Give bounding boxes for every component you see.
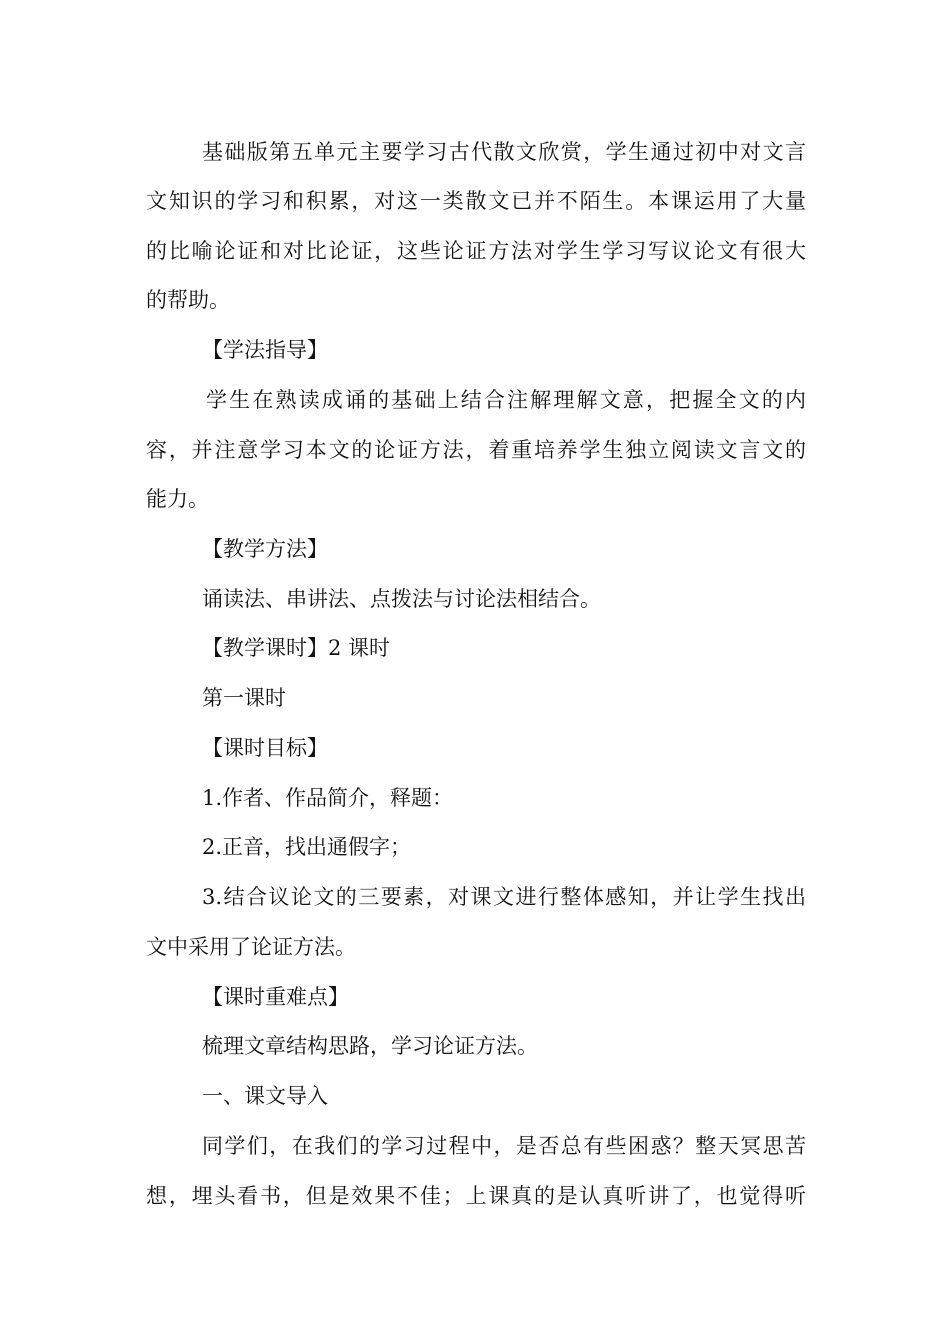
paragraph-line: 容，并注意学习本文的论证方法，着重培养学生独立阅读文言文的	[146, 438, 806, 462]
paragraph-line: 想，埋头看书，但是效果不佳；上课真的是认真听讲了，也觉得听	[146, 1184, 806, 1208]
list-item: 1.作者、作品简介，释题：	[202, 786, 454, 810]
paragraph-line: 基础版第五单元主要学习古代散文欣赏，学生通过初中对文言	[202, 140, 806, 164]
section-heading: 【课时目标】	[202, 736, 328, 760]
paragraph-line: 梳理文章结构思路，学习论证方法。	[202, 1034, 538, 1058]
paragraph-line: 能力。	[146, 487, 209, 511]
section-heading: 【课时重难点】	[202, 985, 349, 1009]
subsection-title: 第一课时	[202, 686, 286, 710]
section-heading: 【学法指导】	[202, 338, 328, 362]
section-title: 一、课文导入	[202, 1084, 328, 1108]
paragraph-line: 文知识的学习和积累，对这一类散文已并不陌生。本课运用了大量	[146, 189, 806, 213]
list-item: 2.正音，找出通假字；	[202, 835, 412, 859]
section-heading: 【教学课时】2 课时	[202, 636, 391, 660]
paragraph-line: 文中采用了论证方法。	[146, 935, 356, 959]
paragraph-line: 的比喻论证和对比论证，这些论证方法对学生学习写议论文有很大	[146, 239, 806, 263]
paragraph-line: 学生在熟读成诵的基础上结合注解理解文意，把握全文的内	[206, 388, 806, 412]
paragraph-line: 诵读法、串讲法、点拨法与讨论法相结合。	[202, 587, 601, 611]
list-item: 3.结合议论文的三要素，对课文进行整体感知，并让学生找出	[202, 885, 806, 909]
paragraph-line: 同学们，在我们的学习过程中，是否总有些困惑？整天冥思苦	[202, 1134, 806, 1158]
paragraph-line: 的帮助。	[146, 288, 230, 312]
section-heading: 【教学方法】	[202, 537, 328, 561]
